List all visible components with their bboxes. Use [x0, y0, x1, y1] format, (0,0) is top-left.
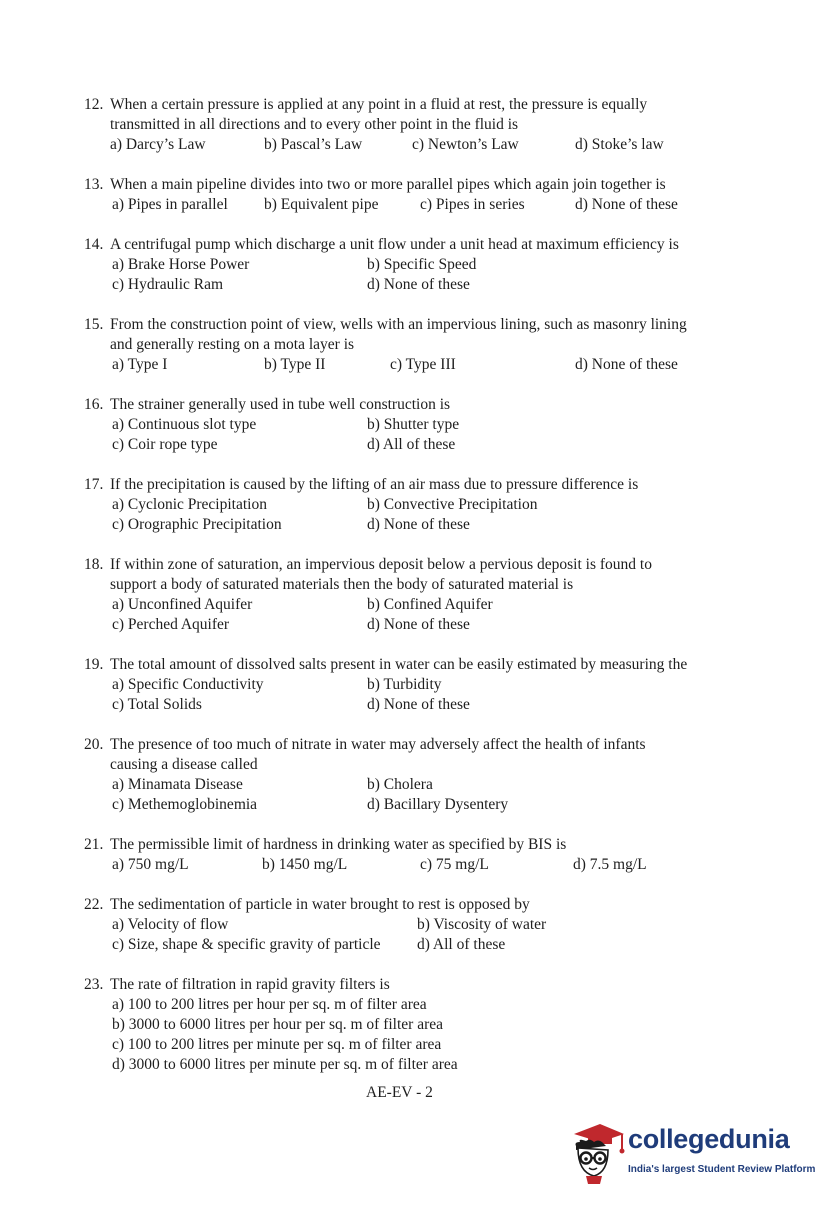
question-19-option-d: d) None of these [367, 696, 470, 713]
question-18-option-c: c) Perched Aquifer [112, 616, 230, 633]
question-14-number: 14. [84, 236, 104, 253]
question-17-option-d: d) None of these [367, 516, 470, 533]
question-23-option-d: d) 3000 to 6000 litres per minute per sq. m of filter area [112, 1056, 458, 1073]
question-22-stem-line-1: The sedimentation of particle in water brought to rest is opposed by [110, 896, 530, 913]
question-15-option-b: b) Type II [264, 356, 326, 373]
question-20-stem-line-2: causing a disease called [110, 756, 258, 773]
question-19-number: 19. [84, 656, 104, 673]
question-18-option-a: a) Unconfined Aquifer [112, 596, 253, 613]
question-17-number: 17. [84, 476, 104, 493]
question-20-option-b: b) Cholera [367, 776, 433, 793]
question-22-number: 22. [84, 896, 104, 913]
question-20-number: 20. [84, 736, 104, 753]
page-code: AE-EV - 2 [366, 1084, 433, 1101]
question-21-option-a: a) 750 mg/L [112, 856, 189, 873]
collegedunia-logo [566, 1120, 816, 1190]
question-23-number: 23. [84, 976, 104, 993]
question-19-stem-line-1: The total amount of dissolved salts present in water can be easily estimated by measuring the [110, 656, 688, 673]
question-13-number: 13. [84, 176, 104, 193]
question-23-option-a: a) 100 to 200 litres per hour per sq. m of filter area [112, 996, 427, 1013]
question-15-option-c: c) Type III [390, 356, 456, 373]
question-14-option-b: b) Specific Speed [367, 256, 477, 273]
question-21-option-b: b) 1450 mg/L [262, 856, 348, 873]
question-12-number: 12. [84, 96, 104, 113]
question-12-option-c: c) Newton’s Law [412, 136, 519, 153]
question-22-option-c: c) Size, shape & specific gravity of particle [112, 936, 381, 953]
question-12-option-b: b) Pascal’s Law [264, 136, 363, 153]
question-15-stem-line-1: From the construction point of view, wells with an impervious lining, such as masonry lining [110, 316, 687, 333]
question-22-option-d: d) All of these [417, 936, 506, 953]
question-14-stem-line-1: A centrifugal pump which discharge a unit flow under a unit head at maximum efficiency is [110, 236, 679, 253]
question-18-number: 18. [84, 556, 104, 573]
question-19-option-c: c) Total Solids [112, 696, 202, 713]
question-18-stem-line-1: If within zone of saturation, an impervious deposit below a pervious deposit is found to [110, 556, 652, 573]
logo-tagline: India's largest Student Review Platform [628, 1164, 816, 1175]
question-16-option-c: c) Coir rope type [112, 436, 218, 453]
question-15-option-d: d) None of these [575, 356, 678, 373]
question-12-option-a: a) Darcy’s Law [110, 136, 206, 153]
question-23-stem-line-1: The rate of filtration in rapid gravity filters is [110, 976, 390, 993]
question-21-option-d: d) 7.5 mg/L [573, 856, 647, 873]
question-13-option-a: a) Pipes in parallel [112, 196, 228, 213]
question-21-stem-line-1: The permissible limit of hardness in drinking water as specified by BIS is [110, 836, 567, 853]
mascot-graduate-icon [566, 1120, 626, 1184]
question-13-option-c: c) Pipes in series [420, 196, 525, 213]
question-19-option-b: b) Turbidity [367, 676, 442, 693]
question-14-option-c: c) Hydraulic Ram [112, 276, 224, 293]
question-21-number: 21. [84, 836, 104, 853]
question-12-option-d: d) Stoke’s law [575, 136, 664, 153]
question-14-option-d: d) None of these [367, 276, 470, 293]
question-16-number: 16. [84, 396, 104, 413]
question-22-option-a: a) Velocity of flow [112, 916, 229, 933]
question-13-stem-line-1: When a main pipeline divides into two or more parallel pipes which again join together is [110, 176, 666, 193]
question-17-option-a: a) Cyclonic Precipitation [112, 496, 267, 513]
question-12-stem-line-1: When a certain pressure is applied at any point in a fluid at rest, the pressure is equally [110, 96, 648, 113]
question-21-option-c: c) 75 mg/L [420, 856, 489, 873]
question-16-stem-line-1: The strainer generally used in tube well construction is [110, 396, 451, 413]
question-16-option-a: a) Continuous slot type [112, 416, 257, 433]
question-20-option-c: c) Methemoglobinemia [112, 796, 258, 813]
question-20-stem-line-1: The presence of too much of nitrate in water may adversely affect the health of infants [110, 736, 646, 753]
question-23-option-c: c) 100 to 200 litres per minute per sq. m of filter area [112, 1036, 442, 1053]
question-16-option-b: b) Shutter type [367, 416, 460, 433]
question-17-stem-line-1: If the precipitation is caused by the lifting of an air mass due to pressure difference is [110, 476, 639, 493]
question-13-option-b: b) Equivalent pipe [264, 196, 379, 213]
question-19-option-a: a) Specific Conductivity [112, 676, 264, 693]
question-13-option-d: d) None of these [575, 196, 678, 213]
question-22-option-b: b) Viscosity of water [417, 916, 547, 933]
question-12-stem-line-2: transmitted in all directions and to every other point in the fluid is [110, 116, 519, 133]
question-17-option-b: b) Convective Precipitation [367, 496, 538, 513]
logo-name: collegedunia [628, 1124, 790, 1154]
question-20-option-d: d) Bacillary Dysentery [367, 796, 509, 813]
question-18-option-d: d) None of these [367, 616, 470, 633]
question-18-option-b: b) Confined Aquifer [367, 596, 493, 613]
question-20-option-a: a) Minamata Disease [112, 776, 243, 793]
question-15-stem-line-2: and generally resting on a mota layer is [110, 336, 355, 353]
question-23-option-b: b) 3000 to 6000 litres per hour per sq. m of filter area [112, 1016, 444, 1033]
question-17-option-c: c) Orographic Precipitation [112, 516, 282, 533]
question-15-option-a: a) Type I [112, 356, 168, 373]
question-18-stem-line-2: support a body of saturated materials then the body of saturated material is [110, 576, 574, 593]
question-16-option-d: d) All of these [367, 436, 456, 453]
question-15-number: 15. [84, 316, 104, 333]
question-14-option-a: a) Brake Horse Power [112, 256, 250, 273]
